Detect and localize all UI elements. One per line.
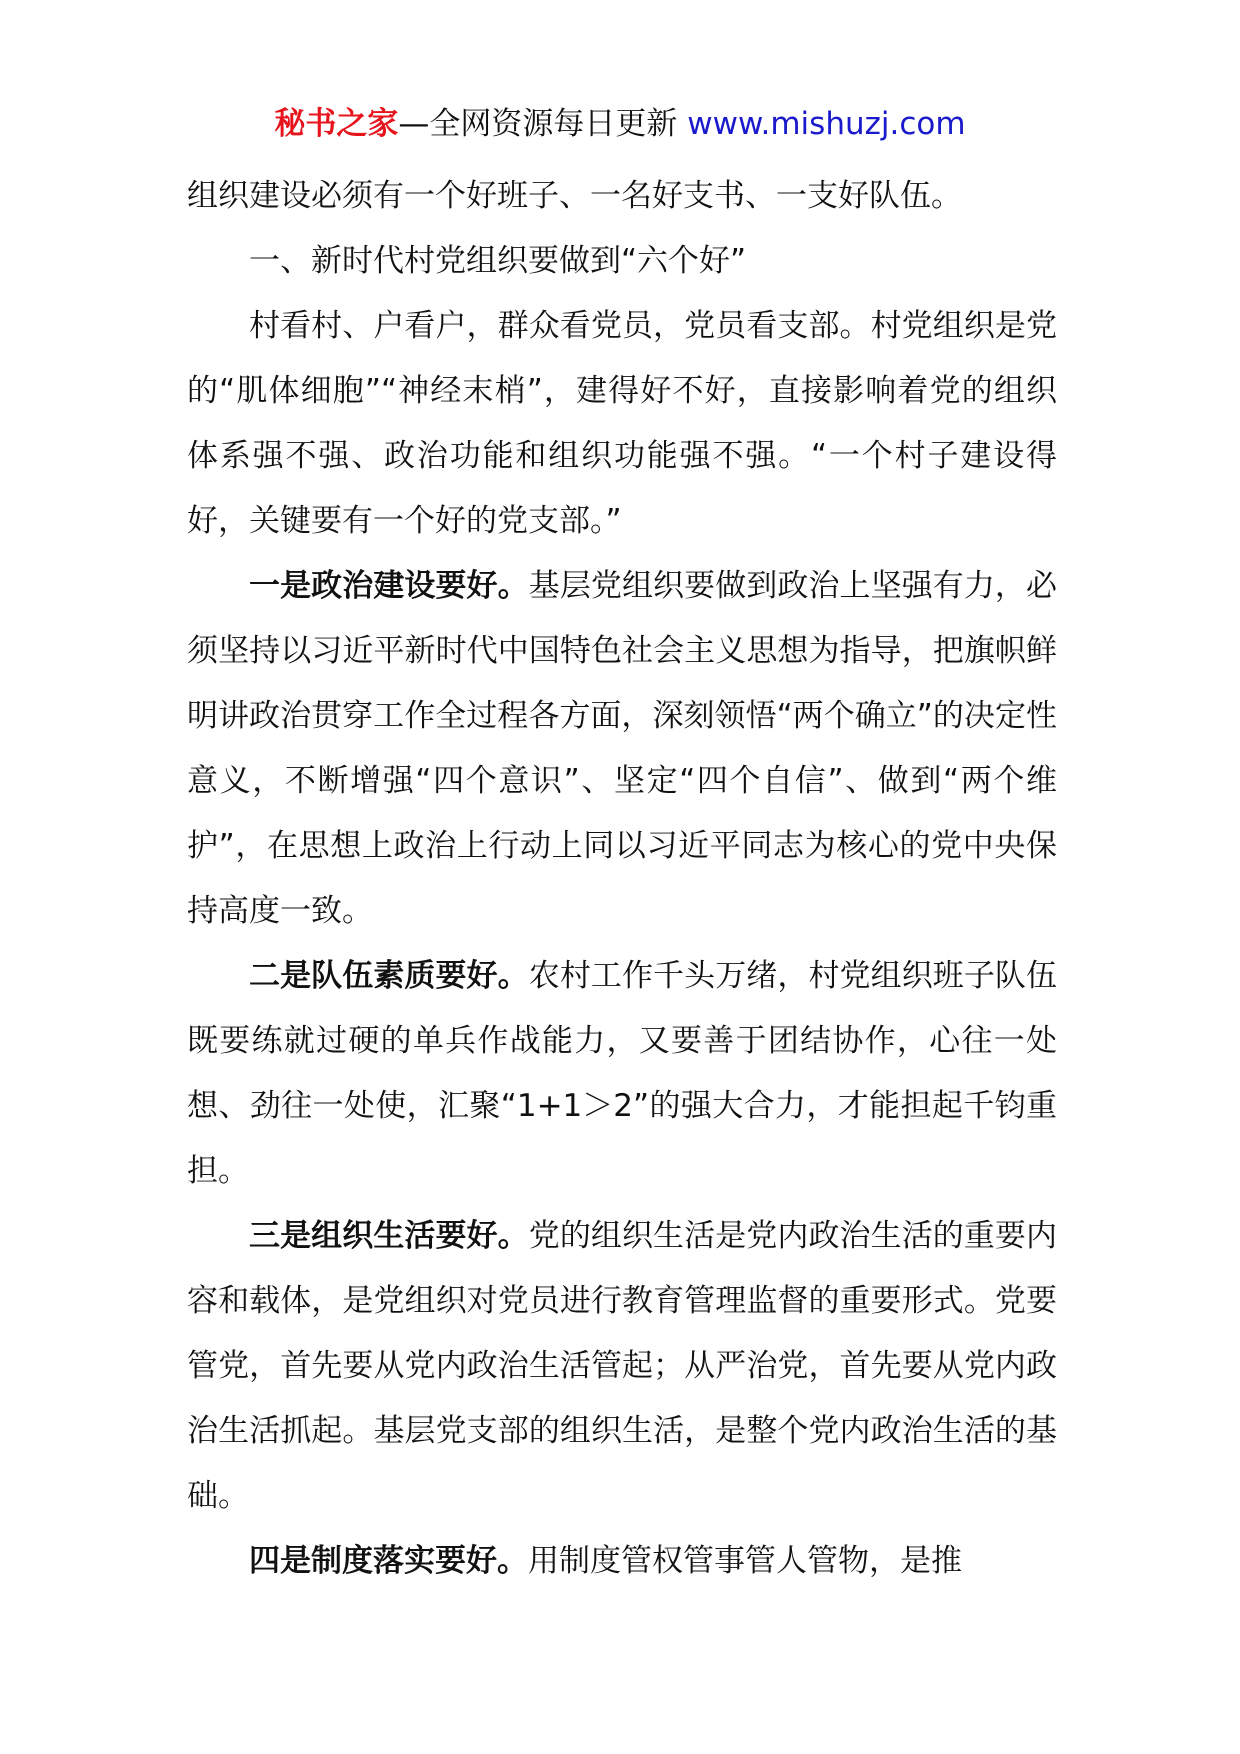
paragraph-text: 用制度管权管事管人管物，是推 <box>528 1543 962 1579</box>
paragraph-political-building <box>187 554 1057 944</box>
paragraph-lead: 一是政治建设要好。 <box>249 568 529 604</box>
paragraph-system-implementation <box>187 1529 1057 1594</box>
paragraph-lead: 二是队伍素质要好。 <box>249 958 529 994</box>
document-body <box>187 164 1057 1594</box>
paragraph-organizational-life <box>187 1204 1057 1529</box>
site-url-link[interactable]: www.mishuzj.com <box>687 106 966 142</box>
paragraph-text: 组织建设必须有一个好班子、一名好支书、一支好队伍。 <box>187 178 962 214</box>
site-header <box>0 100 1240 148</box>
paragraph <box>187 294 1057 554</box>
paragraph-lead: 三是组织生活要好。 <box>249 1218 529 1254</box>
paragraph-text: 农村工作千头万绪，村党组织班子队伍既要练就过硬的单兵作战能力，又要善于团结协作，心往一处想、劲往一处使，汇聚“1+1＞2”的强大合力，才能担起千钧重担。 <box>187 958 1058 1189</box>
paragraph-team-quality <box>187 944 1057 1204</box>
paragraph-continuation <box>187 164 1057 229</box>
section-heading-text: 一、新时代村党组织要做到“六个好” <box>249 243 747 279</box>
header-tagline: —全网资源每日更新 <box>398 106 688 142</box>
paragraph-text: 党的组织生活是党内政治生活的重要内容和载体，是党组织对党员进行教育管理监督的重要形式。党要管党，首先要从党内政治生活管起；从严治党，首先要从党内政治生活抓起。基层党支部的组织生活，是整个党内政治生活的基础。 <box>187 1218 1058 1514</box>
paragraph-text: 村看村、户看户，群众看党员，党员看支部。村党组织是党的“肌体细胞”“神经末梢”，建得好不好，直接影响着党的组织体系强不强、政治功能和组织功能强不强。“一个村子建设得好，关键要有一个好的党支部。” <box>187 308 1057 539</box>
brand-name: 秘书之家 <box>274 106 399 142</box>
section-heading <box>187 229 1057 294</box>
paragraph-lead: 四是制度落实要好。 <box>249 1543 528 1579</box>
paragraph-text: 基层党组织要做到政治上坚强有力，必须坚持以习近平新时代中国特色社会主义思想为指导，把旗帜鲜明讲政治贯穿工作全过程各方面，深刻领悟“两个确立”的决定性意义，不断增强“四个意识”、坚定“四个自信”、做到“两个维护”，在思想上政治上行动上同以习近平同志为核心的党中央保持高度一致。 <box>187 568 1058 929</box>
